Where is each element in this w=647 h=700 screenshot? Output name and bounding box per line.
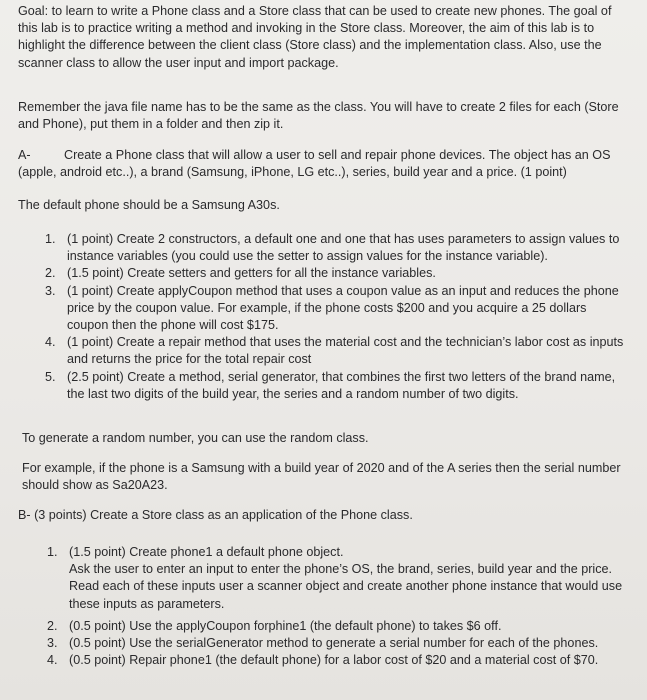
task-text: (1.5 point) Create setters and getters for all the instance variables.	[67, 266, 436, 281]
task-text: (2.5 point) Create a method, serial generator, that combines the first two letters of the brand name, the last two digits of the build year, the series and a random number of two digits.	[67, 369, 616, 401]
serial-example-note: For example, if the phone is a Samsung with a build year of 2020 and of the A series then the serial number should show as Sa20A23.	[22, 461, 621, 493]
part-a-task-list	[45, 231, 631, 403]
task-number: 2.	[47, 618, 58, 633]
part-a-task	[45, 231, 631, 265]
part-b-task	[47, 652, 629, 669]
task-number: 1.	[45, 232, 56, 246]
remember-paragraph: Remember the java file name has to be the same as the class. You will have to create 2 files for each (Store and Phone), put them in a folder and then zip it.	[18, 100, 619, 132]
default-phone-note: The default phone should be a Samsung A30s.	[18, 198, 280, 212]
task-number: 4.	[47, 653, 58, 668]
part-a-task	[45, 283, 631, 335]
part-a-description	[18, 147, 633, 181]
task-text: (0.5 point) Use the serialGenerator method to generate a serial number for each of the phones.	[69, 636, 599, 651]
task-text: (0.5 point) Use the applyCoupon forphine1 (the default phone) to takes $6 off.	[69, 618, 502, 633]
random-number-note: To generate a random number, you can use the random class.	[22, 431, 369, 445]
part-a-task	[45, 334, 631, 368]
task-number: 5.	[45, 369, 56, 384]
task-text: (1.5 point) Create phone1 a default phone object.	[69, 545, 344, 559]
task-text: (1 point) Create 2 constructors, a default one and one that has uses parameters to assign values to instance variables (you could use the setter to assign values for the instance variable).	[67, 232, 620, 264]
task-number: 2.	[45, 266, 56, 281]
task-number: 3.	[45, 283, 56, 298]
part-b-task	[47, 635, 629, 652]
part-a-task	[45, 369, 631, 403]
goal-paragraph: Goal: to learn to write a Phone class and a Store class that can be used to create new phones. The goal of this lab is to practice writing a method and invoking in the Store class. Moreover, the aim of this lab is to highlight the difference between the client class (Store class) and the implementation class. Also, use the scanner class to allow the user input and import package.	[18, 4, 612, 70]
part-a-text: Create a Phone class that will allow a user to sell and repair phone devices. The object has an OS (apple, android etc..), a brand (Samsung, iPhone, LG etc..), series, build year and a price. (1 point)	[18, 148, 611, 180]
task-text: (1 point) Create a repair method that uses the material cost and the technician’s labor cost as inputs and returns the price for the total repair cost	[67, 335, 624, 367]
part-b-task	[47, 618, 629, 635]
task-number: 1.	[47, 545, 58, 559]
task-text: (1 point) Create applyCoupon method that uses a coupon value as an input and reduces the phone price by the coupon value. For example, if the phone costs $200 and you acquire a 25 dollars coupon then the phone will cost $175.	[67, 283, 619, 333]
part-b-task-list	[47, 544, 629, 669]
part-b-title: B- (3 points) Create a Store class as an application of the Phone class.	[18, 508, 413, 522]
part-a-task	[45, 265, 631, 282]
task-text: (0.5 point) Repair phone1 (the default phone) for a labor cost of $20 and a material cost of $70.	[69, 653, 599, 668]
task-number: 3.	[47, 636, 58, 651]
part-a-label: A-	[18, 148, 31, 162]
task-detail: Ask the user to enter an input to enter the phone’s OS, the brand, series, build year and the price. Read each of these inputs user a scanner object and create another phone instance that would use these inputs as parameters.	[69, 562, 623, 611]
part-b-task	[47, 544, 629, 613]
task-number: 4.	[45, 335, 56, 350]
